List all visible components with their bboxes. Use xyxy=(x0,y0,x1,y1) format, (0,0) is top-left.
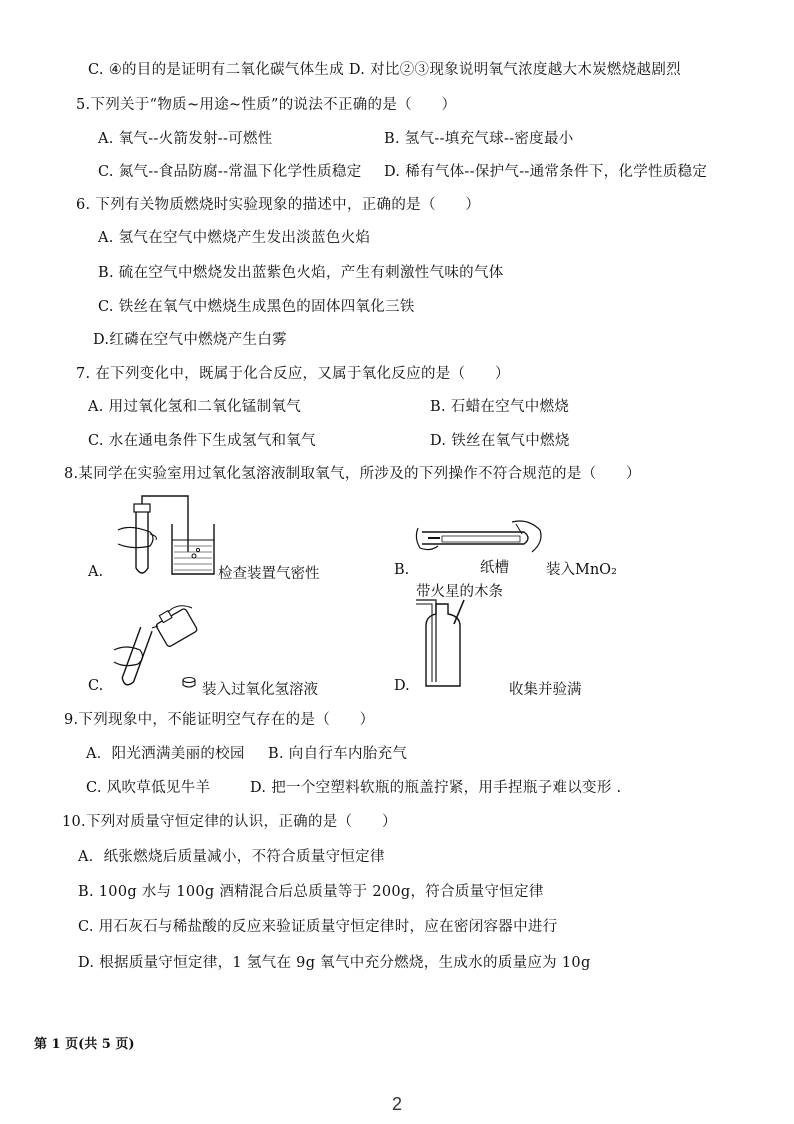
q10-option-d: D. 根据质量守恒定律，1 氢气在 9g 氧气中充分燃烧，生成水的质量应为 10g xyxy=(78,955,591,971)
q9-stem: 9.下列现象中，不能证明空气存在的是（ ） xyxy=(64,712,375,728)
q8-b-caption: 装入MnO₂ xyxy=(546,562,617,578)
q6-stem: 6. 下列有关物质燃烧时实验现象的描述中，正确的是（ ） xyxy=(76,197,481,213)
q8-b-letter: B. xyxy=(394,562,410,578)
q9-option-a: A．阳光洒满美丽的校园 xyxy=(86,746,245,762)
airtightness-check-figure xyxy=(110,490,220,585)
q8-c-caption: 装入过氧化氢溶液 xyxy=(202,682,318,698)
q6-option-c: C. 铁丝在氧气中燃烧生成黑色的固体四氧化三铁 xyxy=(98,299,415,315)
q10-option-c: C. 用石灰石与稀盐酸的反应来验证质量守恒定律时，应在密闭容器中进行 xyxy=(78,919,558,935)
q10-stem: 10.下列对质量守恒定律的认识，正确的是（ ） xyxy=(62,814,397,830)
q10-option-b: B. 100g 水与 100g 酒精混合后总质量等于 200g，符合质量守恒定律 xyxy=(78,884,544,900)
q8-stem: 8.某同学在实验室用过氧化氢溶液制取氧气，所涉及的下列操作不符合规范的是（ ） xyxy=(64,466,641,482)
q7-option-b: B. 石蜡在空气中燃烧 xyxy=(430,399,570,415)
q4-option-c-d: C. ④的目的是证明有二氧化碳气体生成 D. 对比②③现象说明氧气浓度越大木炭燃烧越剧烈 xyxy=(88,62,681,78)
q5-option-b: B. 氢气--填充气球--密度最小 xyxy=(384,131,574,147)
q8-a-caption: 检查装置气密性 xyxy=(218,566,320,582)
q5-option-c: C. 氮气--食品防腐--常温下化学性质稳定 xyxy=(98,164,362,180)
q9-option-d: D. 把一个空塑料软瓶的瓶盖拧紧，用手捏瓶子难以变形 . xyxy=(250,780,622,796)
q5-stem: 5.下列关于“物质~用途~性质”的说法不正确的是（ ） xyxy=(76,97,457,113)
q7-option-a: A. 用过氧化氢和二氧化锰制氧气 xyxy=(88,399,301,415)
page-number: 2 xyxy=(392,1094,403,1114)
q7-stem: 7. 在下列变化中，既属于化合反应，又属于氧化反应的是（ ） xyxy=(76,366,510,382)
q7-option-c: C. 水在通电条件下生成氢气和氧气 xyxy=(88,433,316,449)
q9-option-c: C. 风吹草低见牛羊 xyxy=(86,780,211,796)
q10-option-a: A．纸张燃烧后质量减小，不符合质量守恒定律 xyxy=(78,849,385,865)
splint-label: 带火星的木条 xyxy=(416,584,503,600)
q5-option-a: A. 氧气--火箭发射--可燃性 xyxy=(98,131,273,147)
q6-option-a: A. 氢气在空气中燃烧产生发出淡蓝色火焰 xyxy=(98,230,371,246)
q5-option-d: D. 稀有气体--保护气--通常条件下，化学性质稳定 xyxy=(384,164,708,180)
q8-d-caption: 收集并验满 xyxy=(509,682,582,698)
q8-a-letter: A. xyxy=(88,564,104,580)
bottle-stopper-icon xyxy=(181,676,197,690)
q6-option-d: D.红磷在空气中燃烧产生白雾 xyxy=(93,332,287,348)
trough-label: 纸槽 xyxy=(480,560,509,576)
q9-option-b: B. 向自行车内胎充气 xyxy=(268,746,408,762)
q6-option-b: B. 硫在空气中燃烧发出蓝紫色火焰，产生有刺激性气味的气体 xyxy=(98,265,504,281)
page-info: 第 1 页(共 5 页) xyxy=(34,1037,135,1052)
gas-collection-figure xyxy=(414,598,474,694)
q8-d-letter: D. xyxy=(394,678,410,694)
q8-c-letter: C. xyxy=(88,678,104,694)
q7-option-d: D. 铁丝在氧气中燃烧 xyxy=(430,433,570,449)
